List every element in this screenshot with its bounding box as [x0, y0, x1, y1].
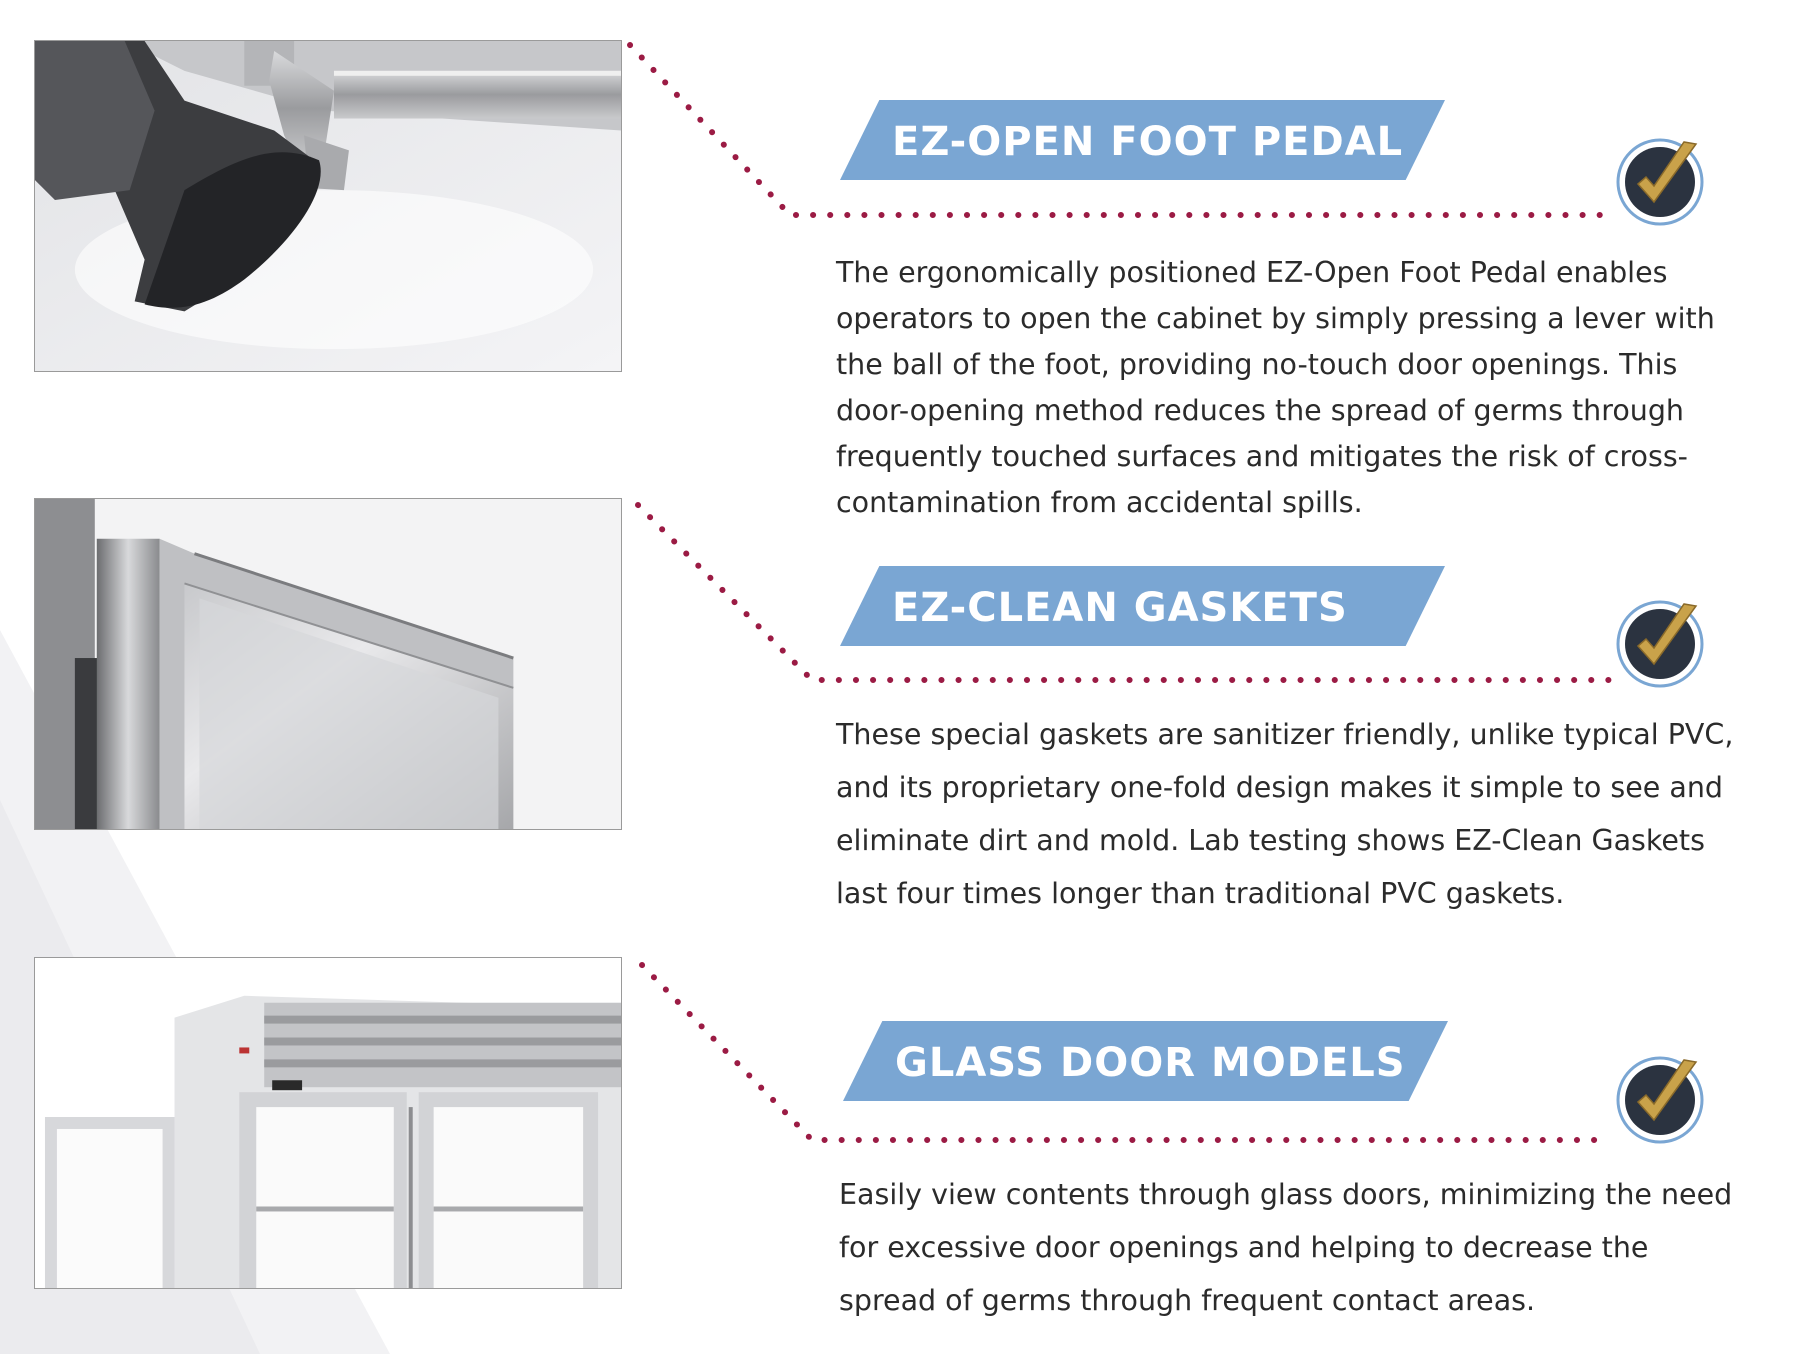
gasket-door-photo	[34, 498, 622, 830]
checkmark-icon	[1614, 596, 1710, 692]
section-1-description: The ergonomically positioned EZ-Open Foot Pedal enables operators to open the cabinet by simply pressing a lever with the ball of the foot, providing no-touch door openings. This door-opening method reduces the spread of germs through frequently touched surfaces and mitigates the risk of cross-contamination from accidental spills.	[836, 256, 1715, 519]
section-2-title: EZ-CLEAN GASKETS	[892, 585, 1348, 631]
glass-door-cabinet-photo	[34, 957, 622, 1289]
section-1-banner	[840, 100, 1445, 180]
checkmark-icon	[1614, 134, 1710, 230]
section-3-description: Easily view contents through glass doors, minimizing the need for excessive door openings and helping to decrease the spread of germs through frequent contact areas.	[839, 1178, 1733, 1317]
section-2-banner	[840, 566, 1445, 646]
section-3-title: GLASS DOOR MODELS	[895, 1040, 1406, 1086]
checkmark-icon	[1614, 1052, 1710, 1148]
section-1-title: EZ-OPEN FOOT PEDAL	[892, 119, 1404, 165]
foot-pedal-photo	[34, 40, 622, 372]
section-3-banner	[843, 1021, 1448, 1101]
section-2-description: These special gaskets are sanitizer friendly, unlike typical PVC, and its proprietary one-fold design makes it simple to see and eliminate dirt and mold. Lab testing shows EZ-Clean Gaskets last four times longer than traditional PVC gaskets.	[836, 718, 1734, 910]
